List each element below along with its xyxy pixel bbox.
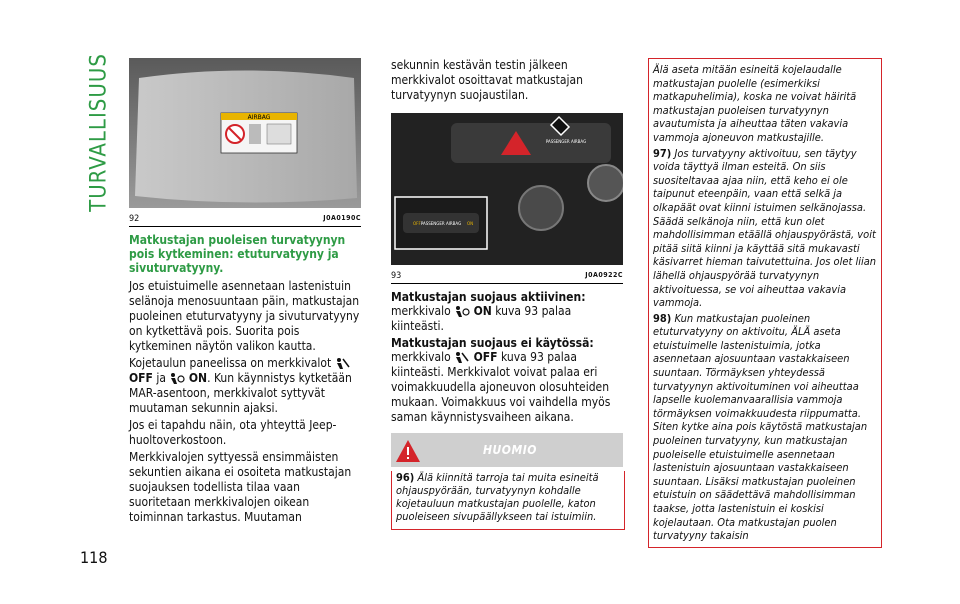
sun-visor-photo <box>129 58 361 208</box>
inset-on-label: ON <box>467 221 474 226</box>
dashboard-panel-photo <box>391 113 623 265</box>
warning-box <box>648 58 882 548</box>
panel-inset-label: PASSENGER AIRBAG <box>420 221 462 226</box>
passenger-airbag-on-icon <box>454 305 470 319</box>
paragraph-1: Jos etuistuimelle asennetaan lastenistuin selänoja menosuuntaan päin, matkustajan puoleinen etuturvatyyny ja sivuturvatyyny on kytkettävä pois. Suorita pois kytkeminen näytön valikon kautta. <box>129 279 360 353</box>
warning-98: 98) Kun matkustajan puoleinen etuturvatyyny on aktivoitu, ÄLÄ aseta etuistuimelle lastenistuimia, jotka asennetaan ajosuuntaan vastakkaiseen suuntaan. Törmäyksen yhteydessä turvatyynyn aktivoituminen voi aiheuttaa lapselle kuolemanvaarallisia vammoja törmäyksen voimakkuudesta riippumatta. Siten kytke aina pois käytöstä matkustajan puoleinen turvatyyny, kun matkustajan puoleiselle etuistuimelle asennetaan lastenistuin ajosuuntaan vastakkaiseen suuntaan. Lisäksi matkustajan puoleinen etuistuin on säädettävä mahdollisimman taakse, jotta lastenistuin ei koskisi kojelautaan. Ota matkustajan puolen turvatyyny takaisin <box>653 311 868 543</box>
figure-number: 92 <box>129 214 140 224</box>
figure-92 <box>129 58 361 227</box>
airbag-label: AIRBAG <box>247 114 271 121</box>
panel-passenger-airbag-label: PASSENGER AIRBAG <box>545 139 587 144</box>
section-heading: Matkustajan puoleisen turvatyynyn pois kytkeminen: etuturvatyyny ja sivuturvatyyny. <box>129 233 346 275</box>
figure-93 <box>391 113 623 284</box>
warning-intro: Älä aseta mitään esineitä kojelaudalle matkustajan puolelle (esimerkiksi matkapuhelimia), koska ne voivat häiritä matkustajan puoleisen turvatyynyn avautumista ja aiheuttaa täten vakavia vammoja ajoneuvon matkustajille. <box>653 63 857 144</box>
passenger-airbag-off-icon <box>335 357 351 371</box>
caution-header <box>391 433 623 467</box>
paragraph-top: sekunnin kestävän testin jälkeen merkkivalot osoittavat matkustajan turvatyynyn suojaustilan. <box>391 58 583 102</box>
figure-code: J0A0190C <box>323 214 361 222</box>
figure-number: 93 <box>391 271 402 281</box>
warning-triangle-icon <box>395 439 421 463</box>
figure-caption <box>129 212 361 226</box>
caution-text: 96) Älä kiinnitä tarroja tai muita esineitä ohjauspyörään, turvatyynyn kohdalle kojetauluun matkustajan puolelle, katon puoleiseen sivupäällykseen tai istuimiin. <box>396 471 599 523</box>
paragraph-4: Merkkivalojen syttyessä ensimmäisten sekuntien aikana ei osoiteta matkustajan suojauksen todellista tilaa vaan suoritetaan merkkivalojen oikean toiminnan tarkastus. Muutaman <box>129 450 352 524</box>
paragraph-inactive: merkkivalo OFF kuva 93 palaa kiinteästi. Merkkivalot voivat palaa eri voimakkuudella ajoneuvon olosuhteiden mukaan. Voimakkuus voi vaihdella myös saman käynnistysvaiheen aikana. <box>391 350 611 424</box>
figure-code: J0A0922C <box>585 271 623 279</box>
paragraph-3: Jos ei tapahdu näin, ota yhteyttä Jeep-huoltoverkostoon. <box>129 418 337 447</box>
figure-caption <box>391 269 623 283</box>
section-tab <box>82 52 112 222</box>
column-2 <box>391 58 623 530</box>
page-number: 118 <box>80 548 108 567</box>
inset-off-label: OFF <box>413 221 421 226</box>
column-1 <box>129 58 361 527</box>
passenger-airbag-on-icon <box>169 372 185 386</box>
section-title: TURVALLISUUS <box>86 53 112 212</box>
caution-title: HUOMIO <box>483 443 537 457</box>
paragraph-2: Kojetaulun paneelissa on merkkivalot OFF ja ON. Kun käynnistys kytketään MAR-asentoon, merkkivalot syttyvät muutaman sekunnin ajaksi. <box>129 356 352 415</box>
warning-97: 97) Jos turvatyyny aktivoituu, sen täytyy voida täyttyä ilman esteitä. On siis suositeltavaa ajaa niin, että keho ei ole taipunut eteenpäin, vaan että selkä ja olkapäät ovat kiinni istuimen selkänojassa. Säädä selkänoja niin, että kun olet mahdollisimman etäällä ohjauspyörästä, voit pitää siitä kiinni ja käyttää sitä mukavasti käsivarret hieman taivutettuina. Jos olet liian lähellä ohjauspyörää turvatyynyn aktivoituessa, se voi aiheuttaa vakavia vammoja. <box>653 146 877 310</box>
caution-box <box>391 471 625 530</box>
heading-inactive: Matkustajan suojaus ei käytössä: <box>391 336 594 350</box>
passenger-airbag-off-icon <box>454 351 470 365</box>
heading-active: Matkustajan suojaus aktiivinen: <box>391 290 586 304</box>
paragraph-active: merkkivalo ON kuva 93 palaa kiinteästi. <box>391 304 572 333</box>
